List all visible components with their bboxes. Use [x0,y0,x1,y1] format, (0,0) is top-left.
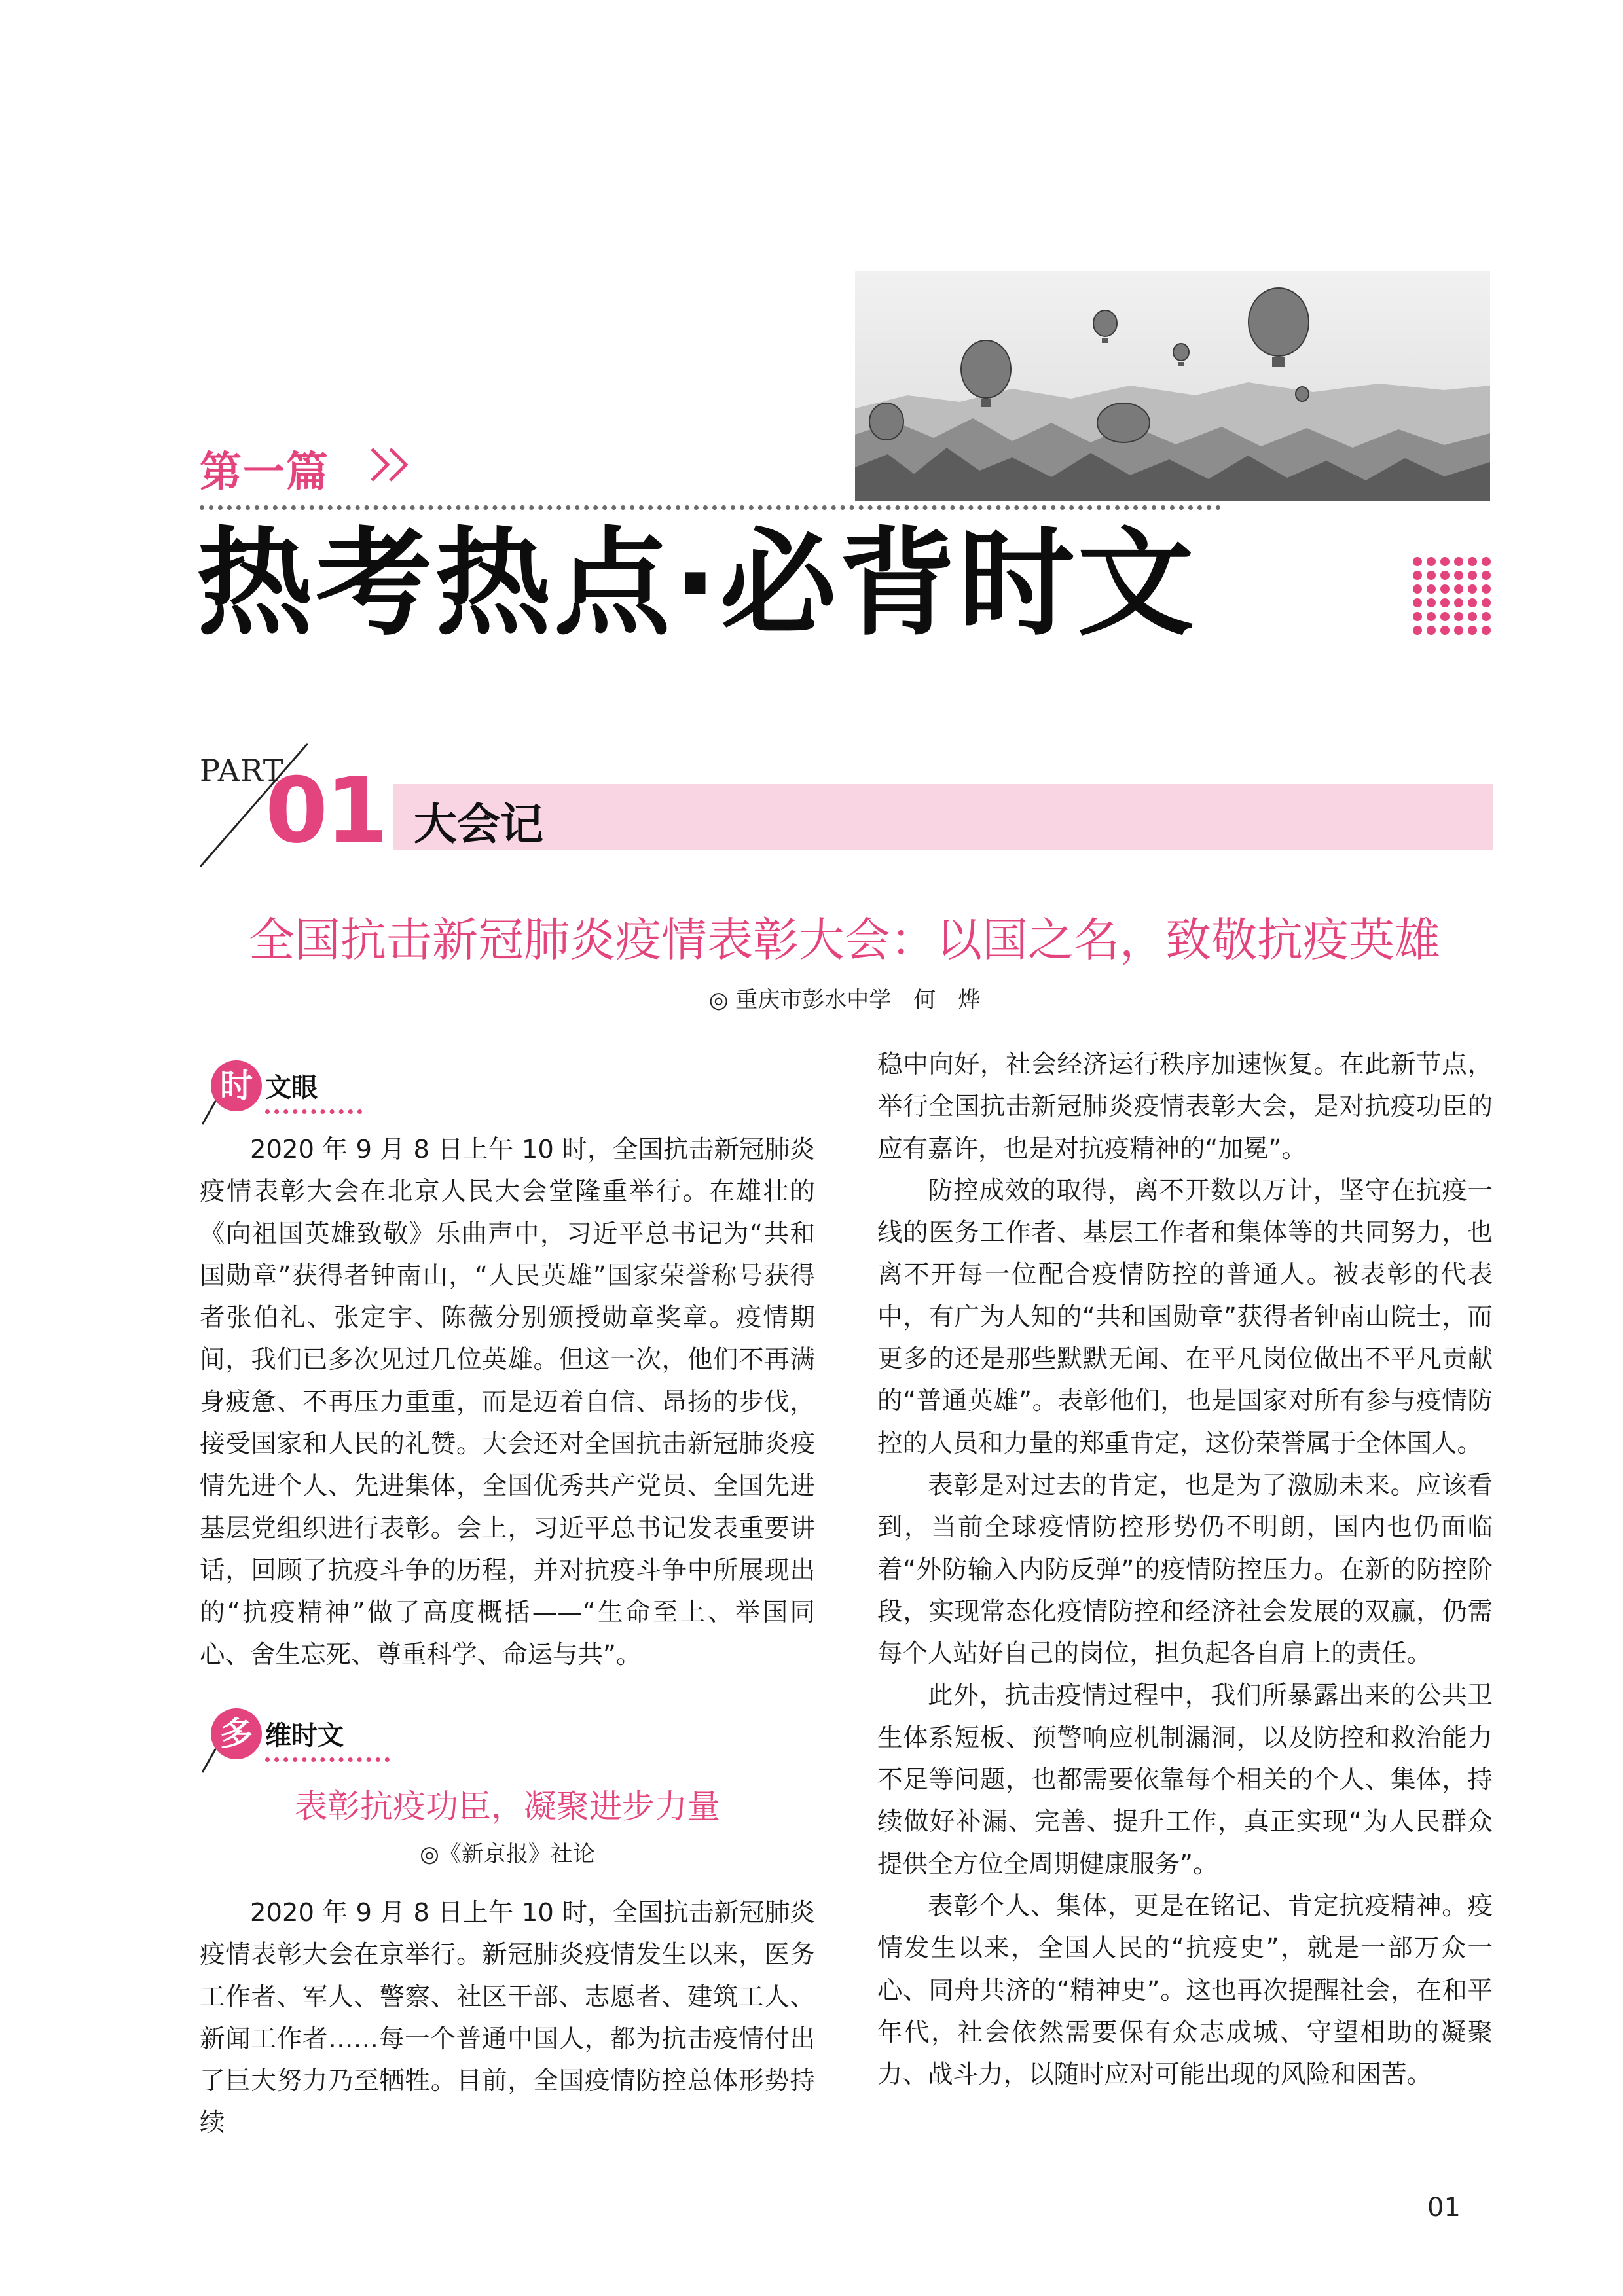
sub-article-source: ◎《新京报》社论 [420,1841,595,1867]
part-title-band [393,784,1493,850]
double-chevron-icon [367,445,419,484]
grid-dot [1427,626,1436,635]
part-word: PART [200,753,284,788]
section-heading: 文眼 [265,1073,318,1103]
grid-dot [1413,557,1422,566]
page-title: 热考热点·必背时文 [196,516,1197,651]
grid-dot [1454,584,1463,594]
grid-dot [1413,571,1422,580]
grid-dot [1413,584,1422,594]
grid-dot [1482,612,1491,621]
grid-dot [1454,557,1463,566]
grid-dot [1468,626,1477,635]
section-heading: 维时文 [265,1721,344,1751]
grid-dot [1427,571,1436,580]
grid-dot [1468,571,1477,580]
paragraph: 表彰是对过去的肯定，也是为了激励未来。应该看到，当前全球疫情防控形势仍不明朗，国内也仍面临着“外防输入内防反弹”的疫情防控压力。在新的防控阶段，实现常态化疫情防控和经济社会发展的双赢，仍需每个人站好自己的岗位，担负起各自肩上的责任。 [877,1470,1493,1669]
grid-dot [1427,557,1436,566]
paragraph: 2020 年 9 月 8 日上午 10 时，全国抗击新冠肺炎疫情表彰大会在北京人民大会堂隆重举行。在雄壮的《向祖国英雄致敬》乐曲声中，习近平总书记为“共和国勋章”获得者钟南山，“人民英雄”国家荣誉称号获得者张伯礼、张定宇、陈薇分别颁授勋章奖章。疫情期间，我们已多次见过几位英雄。但这一次，他们不再满身疲惫、不再压力重重，而是迈着自信、昂扬的步伐，接受国家和人民的礼赞。大会还对全国抗击新冠肺炎疫情先进个人、先进集体，全国优秀共产党员、全国先进基层党组织进行表彰。会上，习近平总书记发表重要讲话，回顾了抗疫斗争的历程，并对抗疫斗争中所展现出的“抗疫精神”做了高度概括——“生命至上、举国同心、舍生忘死、尊重科学、命运与共”。 [200,1135,815,1670]
paragraph: 表彰个人、集体，更是在铭记、肯定抗疫精神。疫情发生以来，全国人民的“抗疫史”，就是一部万众一心、同舟共济的“精神史”。这也再次提醒社会，在和平年代，社会依然需要保有众志成城、守望相助的凝聚力、战斗力，以随时应对可能出现的风险和困苦。 [877,1891,1493,2090]
article-title: 全国抗击新冠肺炎疫情表彰大会：以国之名，致敬抗疫英雄 [249,913,1440,967]
grid-dot [1440,584,1450,594]
section-dots [265,1109,362,1114]
dot-grid-decoration [1411,555,1493,637]
grid-dot [1454,598,1463,607]
grid-dot [1440,598,1450,607]
right-column [877,1044,1493,2096]
grid-dot [1440,557,1450,566]
header-photo-balloons [855,271,1490,501]
sub-article-title: 表彰抗疫功臣，凝聚进步力量 [295,1787,720,1825]
grid-dot [1440,626,1450,635]
section-dots [265,1757,390,1762]
grid-dot [1413,598,1422,607]
grid-dot [1427,612,1436,621]
grid-dot [1440,612,1450,621]
grid-dot [1454,571,1463,580]
grid-dot [1468,557,1477,566]
grid-dot [1482,557,1491,566]
part-number: 01 [265,758,386,863]
dotted-divider [200,505,1221,510]
section-badge-icon: 多 [211,1708,262,1759]
paragraph-continuation: 稳中向好，社会经济运行秩序加速恢复。在此新节点，举行全国抗击新冠肺炎疫情表彰大会，是对抗疫功臣的应有嘉许，也是对抗疫精神的“加冕”。 [877,1050,1493,1164]
grid-dot [1413,626,1422,635]
grid-dot [1454,626,1463,635]
grid-dot [1482,598,1491,607]
grid-dot [1468,598,1477,607]
section-part-label: 第一篇 [200,448,329,497]
grid-dot [1482,584,1491,594]
left-column-section2 [200,1892,815,2145]
paragraph: 此外，抗击疫情过程中，我们所暴露出来的公共卫生体系短板、预警响应机制漏洞，以及防控和救治能力不足等问题，也都需要依靠每个相关的个人、集体，持续做好补漏、完善、提升工作，真正实现“为人民群众提供全方位全周期健康服务”。 [877,1681,1493,1879]
left-column-section1 [200,1129,815,1676]
grid-dot [1427,584,1436,594]
grid-dot [1413,612,1422,621]
grid-dot [1468,612,1477,621]
section-badge-icon: 时 [211,1060,262,1111]
grid-dot [1468,584,1477,594]
page-number: 01 [1427,2193,1461,2223]
paragraph: 2020 年 9 月 8 日上午 10 时，全国抗击新冠肺炎疫情表彰大会在京举行。新冠肺炎疫情发生以来，医务工作者、军人、警察、社区干部、志愿者、建筑工人、新闻工作者……每一个普通中国人，都为抗击疫情付出了巨大努力乃至牺牲。目前，全国疫情防控总体形势持续 [200,1898,815,2138]
grid-dot [1440,571,1450,580]
paragraph: 防控成效的取得，离不开数以万计，坚守在抗疫一线的医务工作者、基层工作者和集体等的共同努力，也离不开每一位配合疫情防控的普通人。被表彰的代表中，有广为人知的“共和国勋章”获得者钟南山院士，而更多的还是那些默默无闻、在平凡岗位做出不平凡贡献的“普通英雄”。表彰他们，也是国家对所有参与疫情防控的人员和力量的郑重肯定，这份荣誉属于全体国人。 [877,1175,1493,1458]
grid-dot [1482,571,1491,580]
grid-dot [1482,626,1491,635]
part-title: 大会记 [414,799,543,850]
grid-dot [1427,598,1436,607]
article-author: ◎ 重庆市彭水中学 何 烨 [708,987,981,1013]
grid-dot [1454,612,1463,621]
